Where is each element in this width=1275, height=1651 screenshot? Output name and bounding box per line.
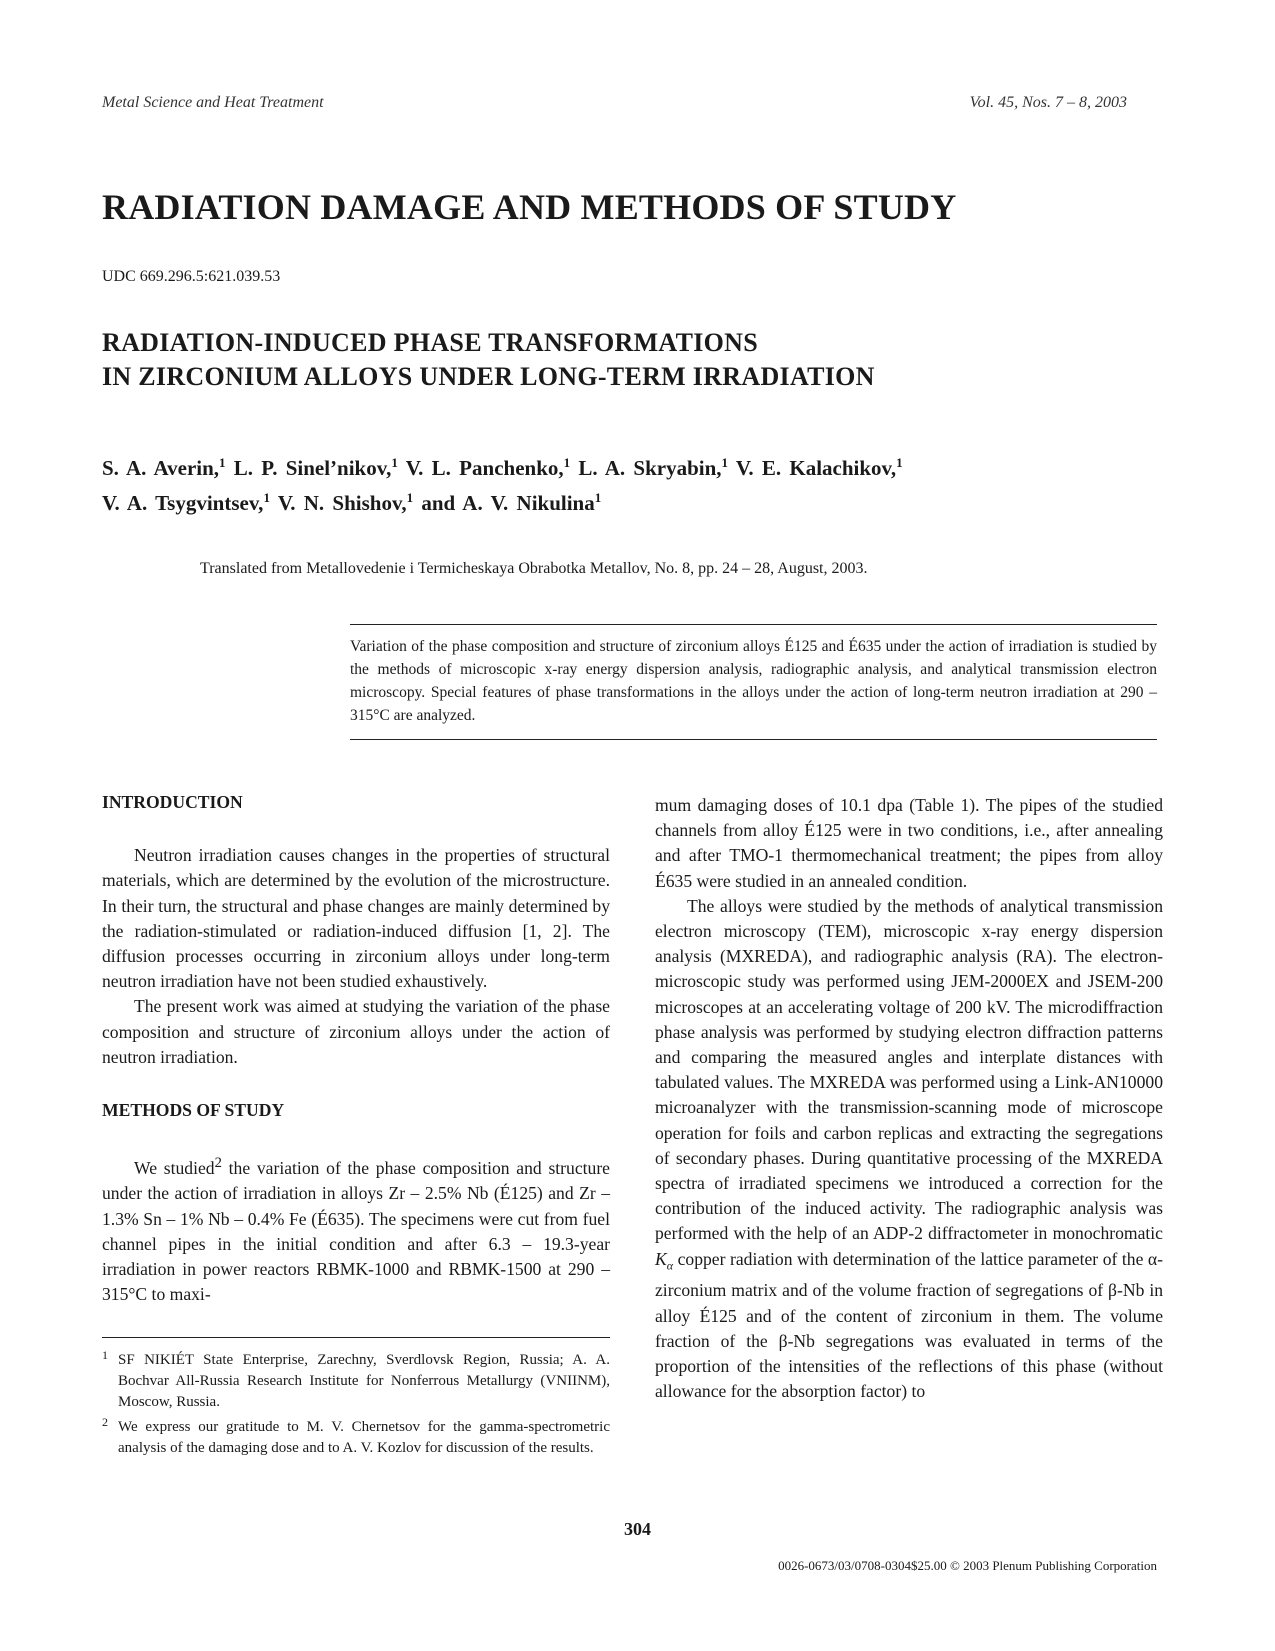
author: V. E. Kalachikov, bbox=[735, 456, 897, 480]
k-subscript: α bbox=[666, 1258, 674, 1273]
article-title bbox=[102, 326, 875, 394]
introduction-heading: INTRODUCTION bbox=[102, 792, 243, 812]
footnote-mark: 2 bbox=[102, 1415, 108, 1429]
page-number: 304 bbox=[624, 1519, 651, 1539]
affiliation-mark: 1 bbox=[563, 455, 571, 470]
footnote-text: SF NIKIÉT State Enterprise, Zarechny, Sverdlovsk Region, Russia; A. A. Bochvar All-Russia Research Institute for Nonferrous Metallurgy (VNIINM), Moscow, Russia. bbox=[118, 1352, 610, 1410]
author: S. A. Averin, bbox=[102, 456, 220, 480]
k-symbol: K bbox=[655, 1248, 667, 1269]
translation-note: Translated from Metallovedenie i Termicheskaya Obrabotka Metallov, No. 8, pp. 24 – 28, August, 2003. bbox=[200, 560, 868, 577]
running-header-journal: Metal Science and Heat Treatment bbox=[102, 94, 324, 111]
right-paragraph-2-part-2: copper radiation with determination of the lattice parameter of the α-zirconium matrix and of the volume fraction of segregations of β-Nb in alloy É125 and of the content of zirconium in them. The volume fraction of the β-Nb segregations was evaluated in terms of the proportion of the intensities of the reflections of this phase (without allowance for the absorption factor) to bbox=[655, 1248, 1163, 1402]
affiliation-mark: 1 bbox=[721, 455, 729, 470]
copyright-line: 0026-0673/03/0708-0304$25.00 © 2003 Plenum Publishing Corporation bbox=[778, 1558, 1157, 1573]
running-header-volume: Vol. 45, Nos. 7 – 8, 2003 bbox=[969, 94, 1127, 111]
footnote-text: We express our gratitude to M. V. Chernetsov for the gamma-spectrometric analysis of the damaging dose and to A. V. Kozlov for discussion of the results. bbox=[118, 1419, 610, 1456]
methods-heading: METHODS OF STUDY bbox=[102, 1100, 285, 1121]
footnote-mark: 1 bbox=[102, 1348, 108, 1362]
footnote-1 bbox=[102, 1350, 610, 1413]
author-line-2 bbox=[102, 483, 1162, 518]
affiliation-mark: 1 bbox=[391, 455, 398, 470]
introduction-paragraph-2: The present work was aimed at studying the variation of the phase composition and structure of zirconium alloys under the action of neutron irradiation. bbox=[102, 996, 610, 1067]
author: V. A. Tsygvintsev, bbox=[102, 491, 264, 515]
author-line-1 bbox=[102, 448, 1162, 483]
author: L. A. Skryabin, bbox=[578, 456, 722, 480]
methods-text-start: We studied bbox=[134, 1158, 215, 1179]
affiliation-mark: 1 bbox=[594, 490, 602, 505]
footnote-ref-2: 2 bbox=[214, 1155, 222, 1172]
udc-code: UDC 669.296.5:621.039.53 bbox=[102, 268, 281, 285]
affiliation-mark: 1 bbox=[263, 490, 270, 505]
affiliation-mark: 1 bbox=[406, 490, 414, 505]
introduction-paragraph-1: Neutron irradiation causes changes in the properties of structural materials, which are determined by the evolution of the microstructure. In their turn, the structural and phase changes are mainly determined by the radiation-stimulated or radiation-induced diffusion [1, 2]. The diffusion processes occurring in zirconium alloys under long-term neutron irradiation have not been studied exhaustively. bbox=[102, 845, 610, 992]
footnote-2 bbox=[102, 1417, 610, 1459]
left-column bbox=[102, 790, 610, 1307]
methods-text-rest: the variation of the phase composition and structure under the action of irradiation in alloys Zr – 2.5% Nb (É125) and Zr – 1.3% Sn – 1% Nb – 0.4% Fe (É635). The specimens were cut from fuel channel pipes in the initial condition and after 6.3 – 19.3-year irradiation in power reactors RBMK-1000 and RBMK-1500 at 290 – 315°C to maxi- bbox=[102, 1158, 610, 1305]
section-title: RADIATION DAMAGE AND METHODS OF STUDY bbox=[102, 187, 957, 227]
author: L. P. Sinel’nikov, bbox=[233, 456, 392, 480]
affiliation-mark: 1 bbox=[896, 455, 903, 470]
footnotes bbox=[102, 1337, 610, 1463]
affiliation-mark: 1 bbox=[219, 455, 226, 470]
right-paragraph-1: mum damaging doses of 10.1 dpa (Table 1). The pipes of the studied channels from alloy É125 were in two conditions, i.e., after annealing and after TMO-1 thermomechanical treatment; the pipes from alloy É635 were studied in an annealed condition. bbox=[655, 795, 1163, 891]
author-list bbox=[102, 448, 1162, 518]
article-title-line-2: IN ZIRCONIUM ALLOYS UNDER LONG-TERM IRRADIATION bbox=[102, 362, 875, 391]
author: V. N. Shishov, bbox=[277, 491, 407, 515]
right-paragraph-2-part-1: The alloys were studied by the methods of analytical transmission electron microscopy (TEM), microscopic x-ray energy dispersion analysis (MXREDA), and radiographic analysis (RA). The electron-microscopic study was performed using JEM-2000EX and JSEM-200 microscopes at an accelerating voltage of 200 kV. The microdiffraction phase analysis was performed by studying electron diffraction patterns and comparing the measured angles and interplate distances with tabulated values. The MXREDA was performed using a Link-AN10000 microanalyzer with the transmission-scanning mode of microscope operation for foils and carbon replicas and extracting the segregations of secondary phases. During quantitative processing of the MXREDA spectra of irradiated specimens we introduced a correction for the contribution of the induced activity. The radiographic analysis was performed with the help of an ADP-2 diffractometer in monochromatic bbox=[655, 895, 1163, 1244]
right-paragraph-2 bbox=[655, 894, 1163, 1405]
methods-paragraph-1 bbox=[102, 1151, 610, 1307]
right-column bbox=[655, 793, 1163, 1404]
k-alpha-symbol bbox=[655, 1248, 674, 1273]
author: and A. V. Nikulina bbox=[421, 491, 595, 515]
article-title-line-1: RADIATION-INDUCED PHASE TRANSFORMATIONS bbox=[102, 328, 758, 357]
abstract: Variation of the phase composition and structure of zirconium alloys É125 and É635 under the action of irradiation is studied by the methods of microscopic x-ray energy dispersion analysis, radiographic analysis, and analytical transmission electron microscopy. Special features of phase transformations in the alloys under the action of long-term neutron irradiation at 290 – 315°C are analyzed. bbox=[350, 624, 1157, 740]
author: V. L. Panchenko, bbox=[405, 456, 564, 480]
